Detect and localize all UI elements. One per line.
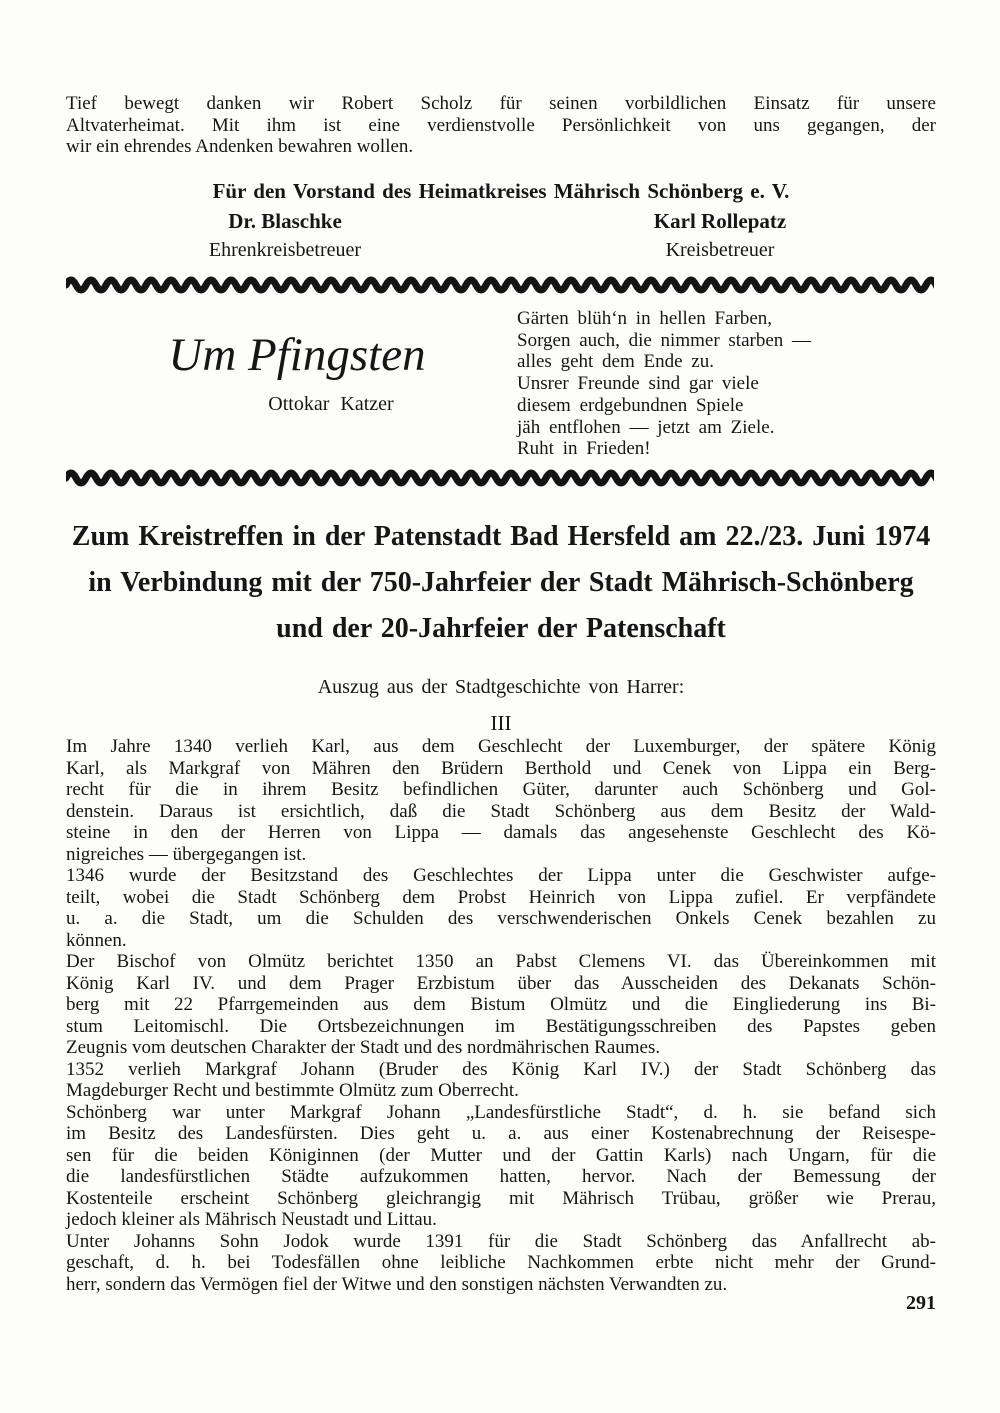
text-line: Magdeburger Recht und bestimmte Olmütz zum Oberrecht. [66,1080,519,1101]
poem-title: Um Pfingsten [168,329,426,381]
text-line: diesem erdgebundnen Spiele [517,394,744,416]
text-line: in Verbindung mit der 750-Jahrfeier der Stadt Mährisch-Schönberg [88,567,914,598]
section-numeral: III [490,711,512,735]
text-line: Ruht in Frieden! [517,438,651,460]
article-body [66,736,936,1295]
text-line: herr, sondern das Vermögen fiel der Witwe und den sonstigen nächsten Verwandten zu. [66,1273,728,1295]
text-line: und der 20-Jahrfeier der Patenschaft [276,613,726,644]
text-line: Zeugnis vom deutschen Charakter der Stadt und des nordmährischen Raumes. [66,1037,661,1058]
text-line: Unsrer Freunde sind gar viele [517,373,759,395]
text-line: Der Bischof von Olmütz berichtet 1350 an Pabst Clemens VI. das Übereinkommen mit [66,951,936,972]
text-line: geschaft, d. h. bei Todesfällen ohne leibliche Nachkommen erbte nicht mehr der Grund- [66,1252,936,1273]
text-line: alles geht dem Ende zu. [517,351,714,373]
text-line: im Besitz des Landesfürsten. Dies geht u. a. aus einer Kostenabrechnung der Reisespe- [66,1123,936,1144]
board-signature-line: Für den Vorstand des Heimatkreises Mährisch Schönberg e. V. [212,179,790,203]
rope-divider-bottom [66,467,934,489]
text-line: jäh entflohen — jetzt am Ziele. [517,416,775,438]
text-line: Gärten blüh‘n in hellen Farben, [517,308,773,329]
text-line: wir ein ehrendes Andenken bewahren wollen. [66,136,414,157]
text-line: sen für die beiden Königinnen (der Mutter und der Gattin Karls) nach Ungarn, für die [66,1144,936,1166]
text-line: recht für die in ihrem Besitz befindlichen Güter, darunter auch Schönberg und Gol- [66,779,936,800]
text-line: jedoch kleiner als Mährisch Neustadt und Littau. [66,1209,437,1230]
text-line: können. [66,929,127,951]
signatory-name: Dr. Blaschke [228,209,342,233]
signatory-name: Karl Rollepatz [653,209,787,233]
text-line: Karl, als Markgraf von Mähren den Brüdern Berthold und Cenek von Lippa ein Berg- [66,757,936,779]
text-line: Zum Kreistreffen in der Patenstadt Bad Hersfeld am 22./23. Juni 1974 [71,521,931,552]
text-line: Schönberg war unter Markgraf Johann „Landesfürstliche Stadt“, d. h. sie befand sich [66,1101,936,1123]
signatory-role: Kreisbetreuer [665,239,775,261]
signatory-right [595,209,845,262]
text-line: teilt, wobei die Stadt Schönberg dem Probst Heinrich von Lippa zufiel. Er verpfändete [66,886,936,908]
text-line: Altvaterheimat. Mit ihm ist eine verdienstvolle Persönlichkeit von uns gegangen, der [66,114,936,136]
text-line: denstein. Daraus ist ersichtlich, daß die Stadt Schönberg aus dem Besitz der Wald- [66,800,936,822]
signatory-left [160,209,410,262]
text-line: u. a. die Stadt, um die Schulden des verschwenderischen Onkels Cenek bezahlen zu [66,908,936,929]
poem-text [517,308,937,460]
text-line: die landesfürstlichen Städte aufzukommen hatten, hervor. Nach der Bemessung der [66,1166,936,1187]
poem-author: Ottokar Katzer [268,392,394,415]
text-line: 1346 wurde der Besitzstand des Geschlechtes der Lippa unter die Geschwister aufge- [66,865,936,886]
article-subtitle: Auszug aus der Stadtgeschichte von Harrer: [317,676,685,698]
text-line: steine in den der Herren von Lippa — damals das angesehenste Geschlecht des Kö- [66,822,936,843]
page-content [66,0,936,1413]
text-line: König Karl IV. und dem Prager Erzbistum über das Ausscheiden des Dekanats Schön- [66,972,936,994]
poem-title-block [122,330,472,416]
text-line: 1352 verlieh Markgraf Johann (Bruder des König Karl IV.) der Stadt Schönberg das [66,1058,936,1080]
text-line: Im Jahre 1340 verlieh Karl, aus dem Geschlecht der Luxemburger, der spätere König [66,736,936,757]
text-line: Kostenteile erscheint Schönberg gleichrangig mit Mährisch Trübau, größer wie Prerau, [66,1187,936,1209]
text-line: nigreiches — übergegangen ist. [66,843,307,865]
text-line: stum Leitomischl. Die Ortsbezeichnungen im Bestätigungsschreiben des Papstes geben [66,1015,936,1037]
text-line: berg mit 22 Pfarrgemeinden aus dem Bistum Olmütz und die Eingliederung ins Bi- [66,994,936,1015]
article-heading [66,514,936,652]
text-line: Unter Johanns Sohn Jodok wurde 1391 für die Stadt Schönberg das Anfallrecht ab- [66,1230,936,1252]
page-number: 291 [906,1292,936,1314]
text-line: Tief bewegt danken wir Robert Scholz für seinen vorbildlichen Einsatz für unsere [66,93,936,114]
obituary-paragraph [66,93,936,158]
text-line: Sorgen auch, die nimmer starben — [517,329,812,351]
signatory-role: Ehrenkreisbetreuer [208,239,362,261]
rope-divider-top [66,274,934,296]
